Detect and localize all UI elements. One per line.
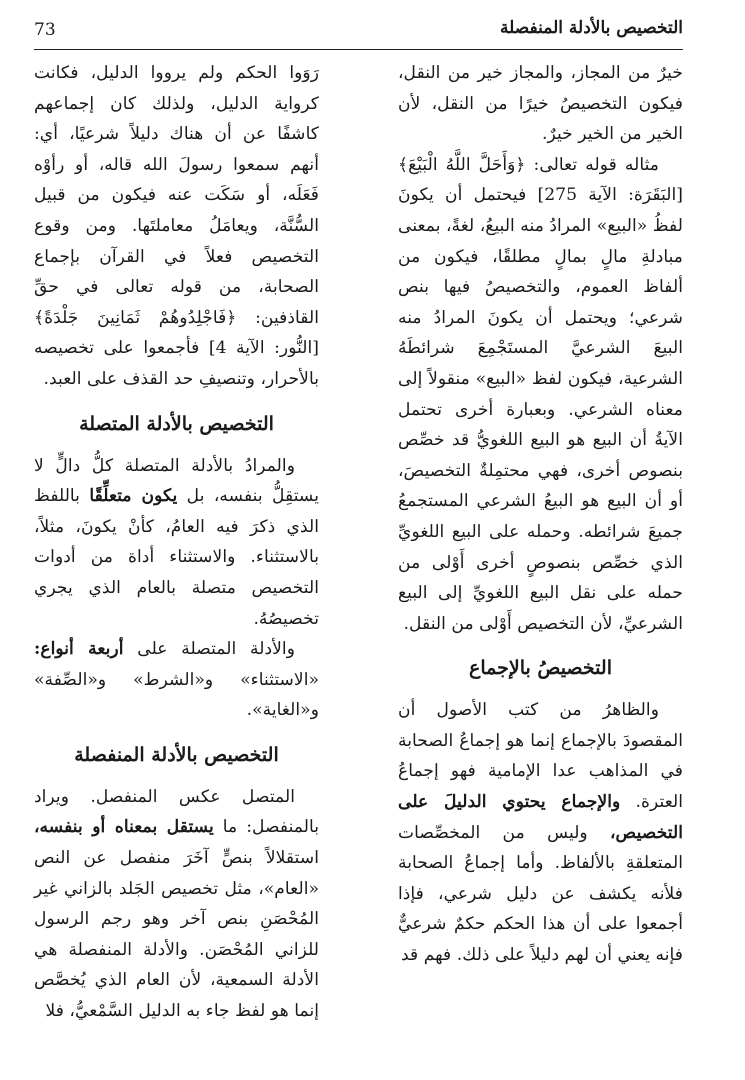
bold-phrase: والإجماع يحتوي الدليلَ على التخصيص، [398,792,683,843]
paragraph [34,451,319,635]
paragraph [398,695,683,970]
paragraph-text: استقلالاً بنصٍّ آخَرَ منفصل عن النص «العام»، مثل تخصيص الجَلد بالزاني غير المُحْصَنِ بنص آخر وهو رجم الرسول للزاني المُحْصَن. والأدلة المنفصلة هي الأدلة السمعية، لأن العام الذي يُخصَّص إنما هو لفظ جاء به الدليل السَّمْعيُّ، فلا [34,848,319,1022]
section-heading-ijma: التخصيصُ بالإجماع [469,657,612,680]
page-header [34,18,683,48]
header-divider [34,49,683,50]
paragraph: خيرٌ من المجاز، والمجاز خير من النقل، فيكون التخصيصُ خيرًا من النقل، لأن الخير من الخير خيرٌ. [398,63,683,145]
paragraph-text: والمرادُ بالأدلة المتصلة كلُّ دالٍّ لا يستقِلُّ بنفسه، بل [34,455,319,507]
paragraph-text: «الاستثناء» و«الشرط» و«الصِّفة» و«الغاية». [34,669,319,721]
bold-phrase: أربعة أنواع: [34,639,124,660]
paragraph: مثاله قوله تعالى: ﴿وَأَحَلَّ اللَّهُ الْبَيْعَ﴾ [البَقَرَة: الآية 275] فيحتمل أن يكونَ لفظُ «البيع» المرادُ منه البيعُ، لغةً، بمعنى مبادلةِ مالٍ بمالٍ مطلقًا، فيكون من ألفاظ العموم، والتخصيصُ فيها بنص شرعي؛ ويحتمل أن يكونَ المرادُ منه البيعَ الشرعيَّ المستَجْمِعَ شرائطَهُ الشرعية، فيكون لفظ «البيع» منقولاً إلى معناه الشرعي. وبعبارة أخرى تحتمل الآيةُ أن البيع هو البيع اللغويُّ قد خصِّص بنصوص أخرى، فهي محتمِلةٌ التخصيصَ، أو أن البيع هو البيعُ الشرعي المستجمعُ جميعَ شرائطه. وحمله على البيع اللغويِّ الذي خصِّص بنصوصٍ أخرى أَوْلى من حمله على نقل البيع اللغويِّ إلى البيع الشرعيِّ، لأن التخصيص أَوْلى من النقل. [398,154,683,634]
running-title: التخصيص بالأدلة المنفصلة [500,18,683,38]
paragraph-text: والظاهرُ من كتب الأصول أن المقصودَ بالإجماع إنما هو إجماعُ الصحابة في المذاهب عدا الإمامية فهو إجماعُ العترة. [398,700,683,813]
bold-phrase: يستقل بمعناه أو بنفسه، [34,817,214,838]
paragraph-text: والأدلة المتصلة على [123,639,295,660]
section-heading-muttasila: التخصيص بالأدلة المتصلة [79,412,274,435]
section-heading-munfasila: التخصيص بالأدلة المنفصلة [74,743,279,766]
paragraph-text: المتصل عكس المنفصل. ويراد بالمنفصل: ما [34,786,319,838]
paragraph [34,782,319,1027]
paragraph-text: وليس من المخصِّصات المتعلقةِ بالألفاظ. وأما إجماعُ الصحابة فلأنه يكشف عن دليل شرعي، فإذا أجمعوا على أن هذا الحكم حكمٌ شرعيٌّ فإنه يعني أن لهم دليلاً على ذلك. فهم قد [398,822,683,966]
paragraph: رَوَوا الحكم ولم يرووا الدليل، فكانت كرواية الدليل، ولذلك كان إجماعهم كاشفًا عن أن هناك دليلاً شرعيًا، أي: أنهم سمعوا رسولَ الله قاله، أو رأوْه فَعَلَه، أو سَكَت عنه فيكون من قبيل السُّنَّة، ويعامَلُ معاملتَها. ومن وقوع التخصيص فعلاً في القرآن بإجماع الصحابة، من قوله تعالى في حقِّ القاذفين: ﴿فَاجْلِدُوهُمْ ثَمَانِينَ جَلْدَةً﴾ [النُّور: الآية 4] فأجمعوا على تخصيصه بالأحرار، وتنصيفِ حد القذف على العبد. [34,63,319,389]
bold-phrase: يكون متعلِّقًا [89,486,178,507]
page-number: 73 [34,20,56,40]
right-column [398,58,683,971]
paragraph-text: باللفظ الذي ذكرَ فيه العامُ، كأنْ يكونَ، مثلاً، بالاستثناء. والاستثناء أداة من أدوات التخصيص متصلة بالعام الذي يجري تخصيصُهُ. [34,486,319,629]
paragraph [34,634,319,726]
left-column [34,58,319,1027]
